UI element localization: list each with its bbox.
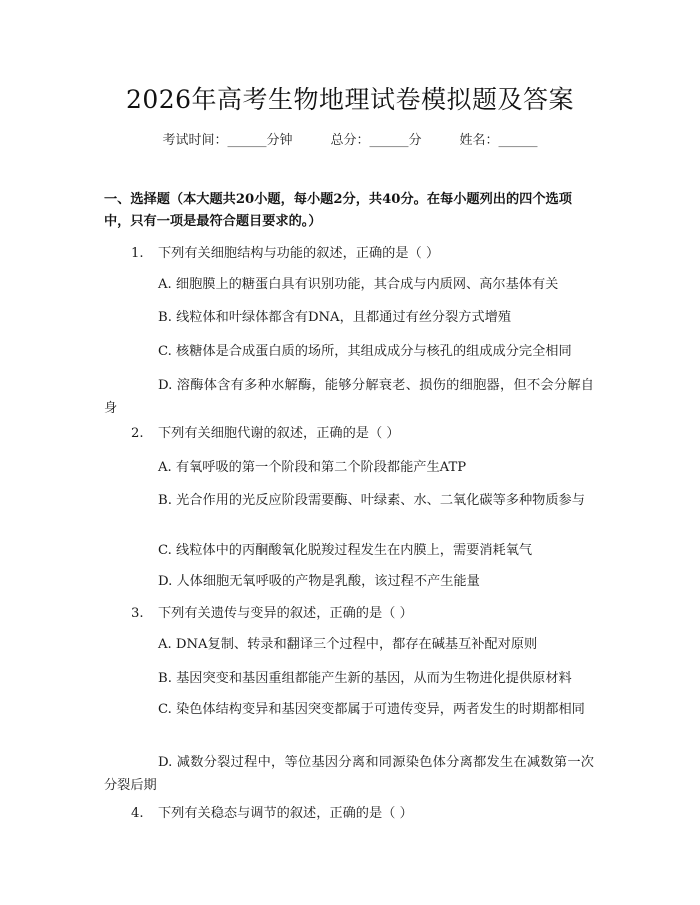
question-stem [104, 423, 594, 445]
answer-option: C. 染色体结构变异和基因突变都属于可遗传变异，两者发生的时期都相同 [158, 702, 585, 717]
answer-option: B. 光合作用的光反应阶段需要酶、叶绿素、水、二氧化碳等多种物质参与 [158, 493, 585, 508]
question-number: 3. [131, 606, 144, 621]
section-heading: 一、选择题（本大题共20小题，每小题2分，共40分。在每小题列出的四个选项中，只有一项是最符合题目要求的。） [104, 192, 572, 229]
question-text: 下列有关稳态与调节的叙述，正确的是（ ） [158, 806, 413, 821]
question-stem [104, 803, 594, 825]
question-stem [104, 243, 594, 265]
exam-meta-line [0, 131, 700, 151]
question-stem [104, 603, 594, 625]
answer-option: B. 线粒体和叶绿体都含有DNA，且都通过有丝分裂方式增殖 [158, 310, 512, 325]
answer-option: D. 人体细胞无氧呼吸的产物是乳酸，该过程不产生能量 [158, 574, 480, 589]
answer-option: A. 细胞膜上的糖蛋白具有识别功能，其合成与内质网、高尔基体有关 [158, 277, 559, 292]
question-number: 2. [131, 426, 144, 441]
exam-time-field: 考试时间：______分钟 [162, 133, 293, 148]
question-number: 1. [131, 246, 144, 261]
student-name-field: 姓名：______ [459, 133, 538, 148]
answer-option: D. 减数分裂过程中，等位基因分离和同源染色体分离都发生在减数第一次分裂后期 [104, 755, 594, 793]
answer-option: B. 基因突变和基因重组都能产生新的基因，从而为生物进化提供原材料 [158, 671, 572, 686]
question-text: 下列有关遗传与变异的叙述，正确的是（ ） [158, 606, 413, 621]
answer-option: A. 有氧呼吸的第一个阶段和第二个阶段都能产生ATP [158, 460, 467, 475]
total-score-field: 总分：______分 [330, 133, 422, 148]
page-title: 2026年高考生物地理试卷模拟题及答案 [125, 85, 575, 114]
question-text: 下列有关细胞代谢的叙述，正确的是（ ） [158, 426, 400, 441]
answer-option: C. 核糖体是合成蛋白质的场所，其组成成分与核孔的组成成分完全相同 [158, 344, 572, 359]
answer-option: A. DNA复制、转录和翻译三个过程中，都存在碱基互补配对原则 [158, 637, 538, 652]
question-text: 下列有关细胞结构与功能的叙述，正确的是（ ） [158, 246, 440, 261]
question-number: 4. [131, 806, 144, 821]
answer-option: D. 溶酶体含有多种水解酶，能够分解衰老、损伤的细胞器，但不会分解自身 [104, 378, 594, 416]
answer-option: C. 线粒体中的丙酮酸氧化脱羧过程发生在内膜上，需要消耗氧气 [158, 543, 533, 558]
